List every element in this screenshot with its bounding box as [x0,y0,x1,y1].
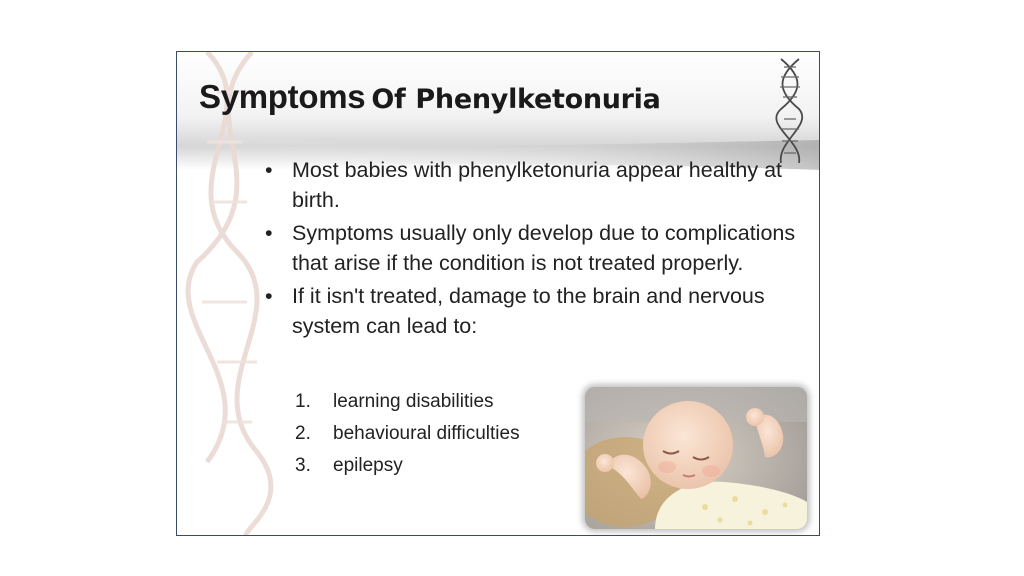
bullet-list [265,156,805,345]
bullet-item [265,156,805,215]
slide [176,51,820,536]
item-text: epilepsy [333,455,403,476]
title-symptoms: Symptoms [199,78,366,115]
title-phenylketonuria: Phenylketonuria [415,84,661,115]
bullet-text: Symptoms usually only develop due to complications that arise if the condition is not treated properly. [292,221,796,275]
bullet-dot: • [265,221,273,245]
page-title [199,78,661,116]
bullet-dot: • [265,284,273,308]
item-number: 3. [295,455,311,476]
bullet-text: Most babies with phenylketonuria appear healthy at birth. [292,158,783,212]
numbered-list [295,386,520,482]
bullet-dot: • [265,158,273,182]
bullet-item [265,282,805,341]
item-text: learning disabilities [333,391,494,412]
numbered-item [295,450,520,482]
bullet-text: If it isn't treated, damage to the brain and nervous system can lead to: [292,284,765,338]
numbered-item [295,386,520,418]
numbered-item [295,418,520,450]
dna-helix-icon [773,57,807,165]
item-text: behavioural difficulties [333,423,520,444]
baby-illustration [585,387,807,529]
item-number: 2. [295,423,311,444]
item-number: 1. [295,391,311,412]
title-of: Of [371,84,406,115]
sleeping-baby-photo [585,387,807,529]
bullet-item [265,219,805,278]
